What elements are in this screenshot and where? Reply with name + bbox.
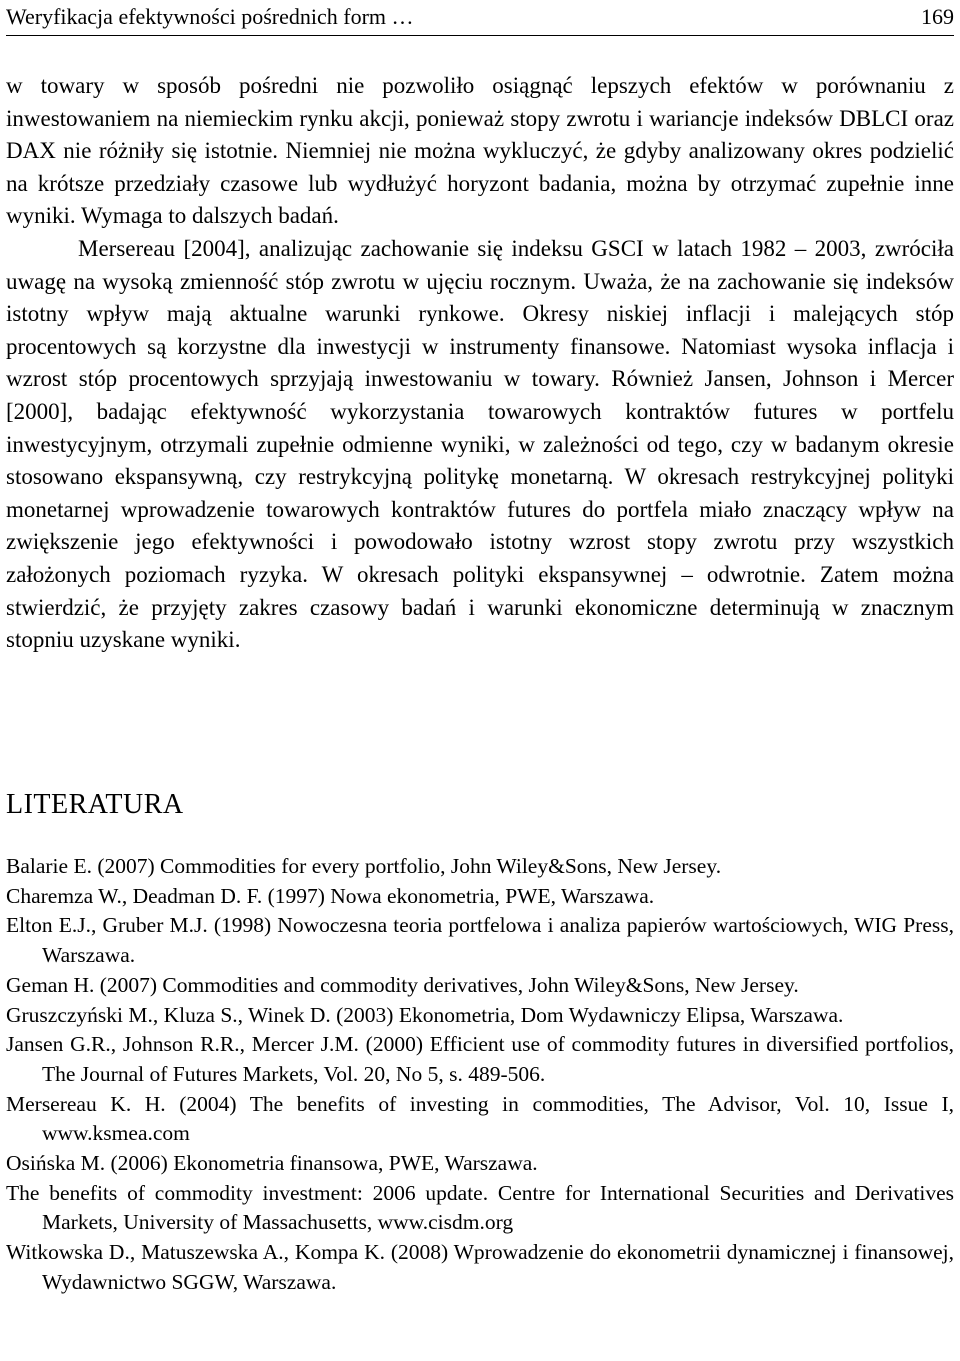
running-title: Weryfikacja efektywności pośrednich form … [6,4,414,29]
reference-item: Gruszczyński M., Kluza S., Winek D. (2003) Ekonometria, Dom Wydawniczy Elipsa, Warszawa. [6,1002,844,1027]
body-paragraph: w towary w sposób pośredni nie pozwoliło osiągnąć lepszych efektów w porównaniu z inwestowaniem na niemieckim rynku akcji, ponieważ stopy zwrotu i wariancje indeksów DBLCI oraz DAX nie różniły się istotnie. Niemniej nie można wykluczyć, że gdyby analizowany okres podzielić na krótsze przedziały czasowe lub wydłużyć horyzont badania, można by otrzymać zupełnie inne wyniki. Wymaga to dalszych badań. [6,73,954,229]
running-header [6,2,954,36]
page-number: 169 [921,4,954,29]
body-text [6,70,954,657]
section-heading: LITERATURA [6,789,184,820]
body-paragraph: Mersereau [2004], analizując zachowanie się indeksu GSCI w latach 1982 – 2003, zwróciła uwagę na wysoką zmienność stóp zwrotu w ujęciu rocznym. Uważa, że na zachowanie się indeksów istotny wpływ mają aktualne warunki rynkowe. Okresy niskiej inflacji i malejących stóp procentowych są korzystne dla inwestycji w instrumenty finansowe. Natomiast wysoka inflacja i wzrost stóp procentowych sprzyjają inwestowaniu w towary. Również Jansen, Johnson i Mercer [2000], badając efektywność wykorzystania towarowych kontraktów futures w portfelu inwestycyjnym, otrzymali zupełnie odmienne wyniki, w zależności od tego, czy w badanym okresie stosowano ekspansywną, czy restrykcyjną politykę monetarną. W okresach restrykcyjnej polityki monetarnej wprowadzenie towarowych kontraktów futures do portfela miało znaczący wpływ na zwiększenie jego efektywności i powodowało istotny wzrost stopy zwrotu przy wszystkich założonych poziomach ryzyka. W okresach polityki ekspansywnej – odwrotnie. Zatem można stwierdzić, że przyjęty zakres czasowy badań i warunki ekonomiczne determinują w znacznym stopniu uzyskane wyniki. [6,235,954,653]
reference-item: Osińska M. (2006) Ekonometria finansowa, PWE, Warszawa. [6,1151,538,1176]
reference-item: The benefits of commodity investment: 2006 update. Centre for International Securities and Derivatives Markets, University of Massachusetts, www.cisdm.org [6,1180,954,1235]
reference-item: Jansen G.R., Johnson R.R., Mercer J.M. (2000) Efficient use of commodity futures in diversified portfolios, The Journal of Futures Markets, Vol. 20, No 5, s. 489-506. [6,1032,954,1086]
reference-item: Geman H. (2007) Commodities and commodity derivatives, John Wiley&Sons, New Jersey. [6,972,799,997]
reference-item: Mersereau K. H. (2004) The benefits of investing in commodities, The Advisor, Vol. 10, Issue I, www.ksmea.com [6,1091,954,1146]
reference-item: Balarie E. (2007) Commodities for every portfolio, John Wiley&Sons, New Jersey. [6,854,722,878]
reference-item: Elton E.J., Gruber M.J. (1998) Nowoczesna teoria portfelowa i analiza papierów wartościowych, WIG Press, Warszawa. [6,913,954,968]
reference-item: Charemza W., Deadman D. F. (1997) Nowa ekonometria, PWE, Warszawa. [6,883,655,908]
reference-list [6,852,954,1298]
reference-item: Witkowska D., Matuszewska A., Kompa K. (2008) Wprowadzenie do ekonometrii dynamicznej i finansowej, Wydawnictwo SGGW, Warszawa. [6,1240,954,1294]
